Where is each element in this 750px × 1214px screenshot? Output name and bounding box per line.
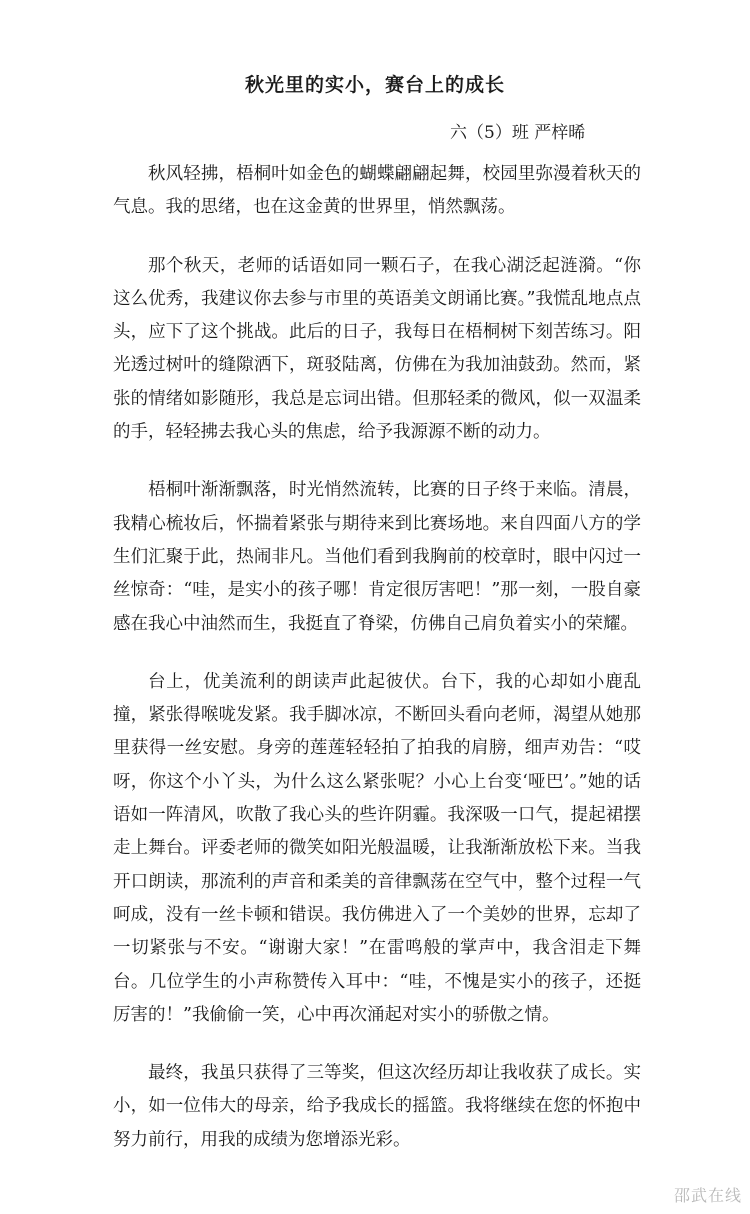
- watermark: 邵武在线: [673, 1186, 742, 1205]
- paragraph-3: 梧桐叶渐渐飘落，时光悄然流转，比赛的日子终于来临。清晨，我精心梳妆后，怀揣着紧张与期待来到比赛场地。来自四面八方的学生们汇聚于此，热闹非凡。当他们看到我胸前的校章时，眼中闪过一丝惊奇：“哇，是实小的孩子哪！肯定很厉害吧！”那一刻，一股自豪感在我心中油然而生，我挺直了脊梁，仿佛自己肩负着实小的荣耀。: [113, 480, 641, 634]
- article-title: 秋光里的实小，赛台上的成长: [244, 74, 505, 96]
- paragraph-1: 秋风轻拂，梧桐叶如金色的蝴蝶翩翩起舞，校园里弥漫着秋天的气息。我的思绪，也在这金黄的世界里，悄然飘荡。: [113, 164, 641, 218]
- paragraph-5: 最终，我虽只获得了三等奖，但这次经历却让我收获了成长。实小，如一位伟大的母亲，给予我成长的摇篮。我将继续在您的怀抱中努力前行，用我的成绩为您增添光彩。: [113, 1063, 641, 1150]
- article-body: [113, 158, 641, 1182]
- article-author: 六（5）班 严梓晞: [450, 123, 586, 143]
- paragraph-4: 台上，优美流利的朗读声此起彼伏。台下，我的心却如小鹿乱撞，紧张得喉咙发紧。我手脚冰凉，不断回头看向老师，渴望从她那里获得一丝安慰。身旁的莲莲轻轻拍了拍我的肩膀，细声劝告：“哎呀，你这个小丫头，为什么这么紧张呢？小心上台变‘哑巴’。”她的话语如一阵清风，吹散了我心头的些许阴霾。我深吸一口气，提起裙摆走上舞台。评委老师的微笑如阳光般温暖，让我渐渐放松下来。当我开口朗读，那流利的声音和柔美的音律飘荡在空气中，整个过程一气呵成，没有一丝卡顿和错误。我仿佛进入了一个美妙的世界，忘却了一切紧张与不安。“谢谢大家！”在雷鸣般的掌声中，我含泪走下舞台。几位学生的小声称赞传入耳中：“哇，不愧是实小的孩子，还挺厉害的！”我偷偷一笑，心中再次涌起对实小的骄傲之情。: [113, 671, 641, 1025]
- paragraph-2: 那个秋天，老师的话语如同一颗石子，在我心湖泛起涟漪。“你这么优秀，我建议你去参与市里的英语美文朗诵比赛。”我慌乱地点点头，应下了这个挑战。此后的日子，我每日在梧桐树下刻苦练习。阳光透过树叶的缝隙洒下，斑驳陆离，仿佛在为我加油鼓劲。然而，紧张的情绪如影随形，我总是忘词出错。但那轻柔的微风，似一双温柔的手，轻轻拂去我心头的焦虑，给予我源源不断的动力。: [113, 255, 641, 443]
